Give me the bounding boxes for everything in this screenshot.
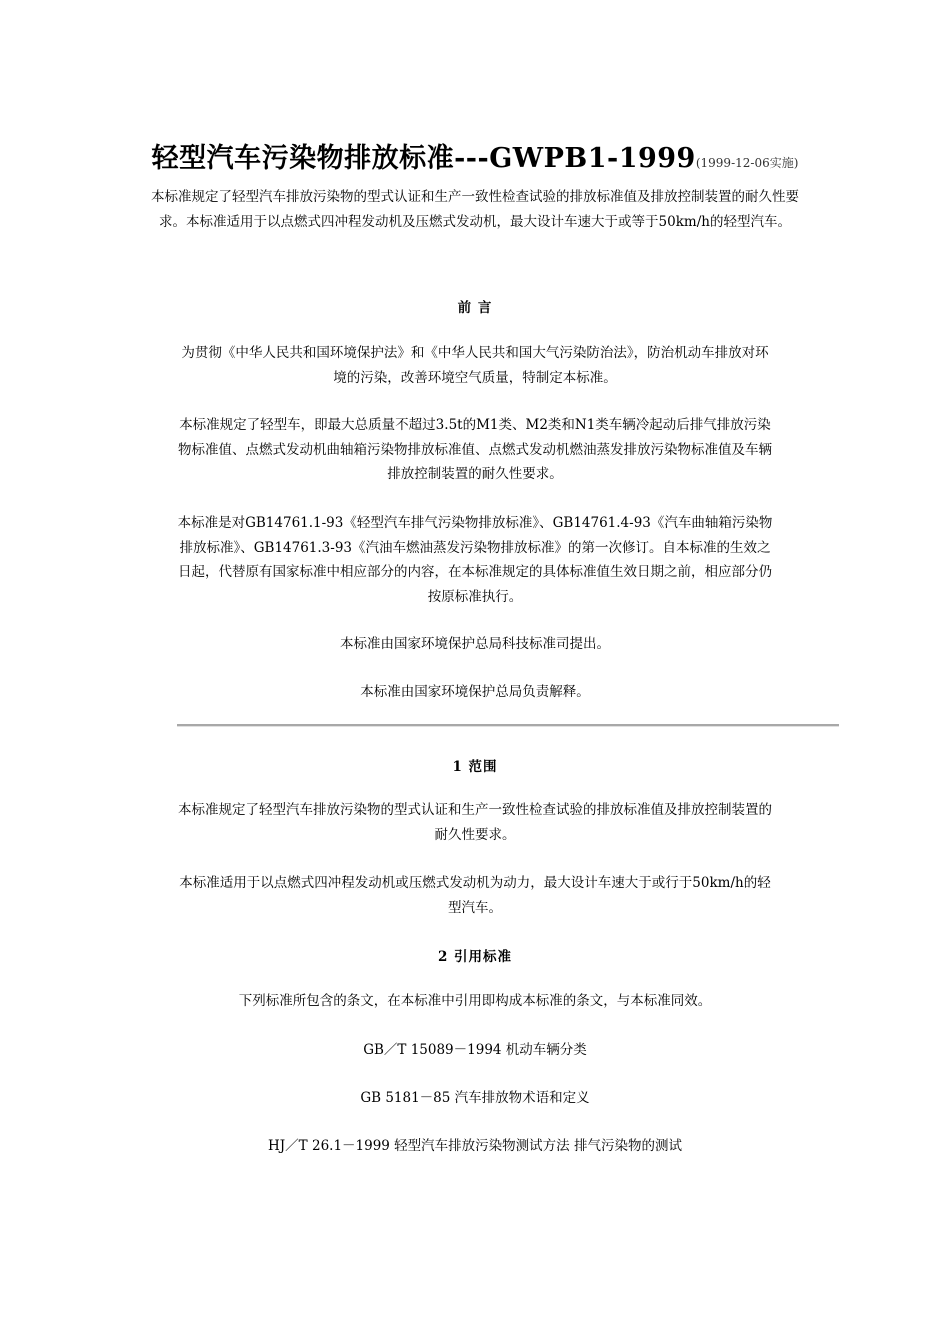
section-2-intro: 下列标准所包含的条文，在本标准中引用即构成本标准的条文，与本标准同效。 [238, 993, 712, 1009]
title-main: 轻型汽车污染物排放标准---GWPB1-1999 [151, 143, 696, 174]
section-2-heading: 2 引用标准 [437, 949, 513, 965]
horizontal-divider [177, 724, 839, 727]
section-1-paragraph-2: 本标准适用于以点燃式四冲程发动机或压燃式发动机为动力，最大设计车速大于或行于50km/h的轻型汽车。 [179, 875, 771, 916]
preface-heading: 前 言 [457, 300, 493, 316]
title-date: (1999-12-06实施) [695, 156, 799, 170]
preface-paragraph-3: 本标准是对GB14761.1-93《轻型汽车排气污染物排放标准》、GB14761.4-93《汽车曲轴箱污染物排放标准》、GB14761.3-93《汽油车燃油蒸发污染物排放标准》的第一次修订。自本标准的生效之日起，代替原有国家标准中相应部分的内容，在本标准规定的具体标准值生效日期之前，相应部分仍按原标准执行。 [177, 515, 773, 605]
section-1-paragraph-1: 本标准规定了轻型汽车排放污染物的型式认证和生产一致性检查试验的排放标准值及排放控制装置的耐久性要求。 [178, 802, 772, 843]
preface-paragraph-4: 本标准由国家环境保护总局科技标准司提出。 [340, 636, 610, 652]
reference-item-2: GB 5181－85 汽车排放物术语和定义 [360, 1090, 590, 1106]
document-title [0, 136, 950, 175]
intro-paragraph: 本标准规定了轻型汽车排放污染物的型式认证和生产一致性检查试验的排放标准值及排放控制装置的耐久性要求。本标准适用于以点燃式四冲程发动机及压燃式发动机，最大设计车速大于或等于50km/h的轻型汽车。 [151, 189, 799, 230]
preface-paragraph-1: 为贯彻《中华人民共和国环境保护法》和《中华人民共和国大气污染防治法》，防治机动车排放对环境的污染，改善环境空气质量，特制定本标准。 [181, 345, 769, 386]
reference-item-1: GB／T 15089－1994 机动车辆分类 [363, 1042, 587, 1058]
preface-paragraph-5: 本标准由国家环境保护总局负责解释。 [360, 684, 590, 700]
reference-item-3: HJ／T 26.1－1999 轻型汽车排放污染物测试方法 排气污染物的测试 [268, 1138, 682, 1154]
section-1-heading: 1 范围 [452, 759, 498, 775]
preface-paragraph-2: 本标准规定了轻型车，即最大总质量不超过3.5t的M1类、M2类和N1类车辆冷起动后排气排放污染物标准值、点燃式发动机曲轴箱污染物排放标准值、点燃式发动机燃油蒸发排放污染物标准值及车辆排放控制装置的耐久性要求。 [178, 417, 772, 482]
